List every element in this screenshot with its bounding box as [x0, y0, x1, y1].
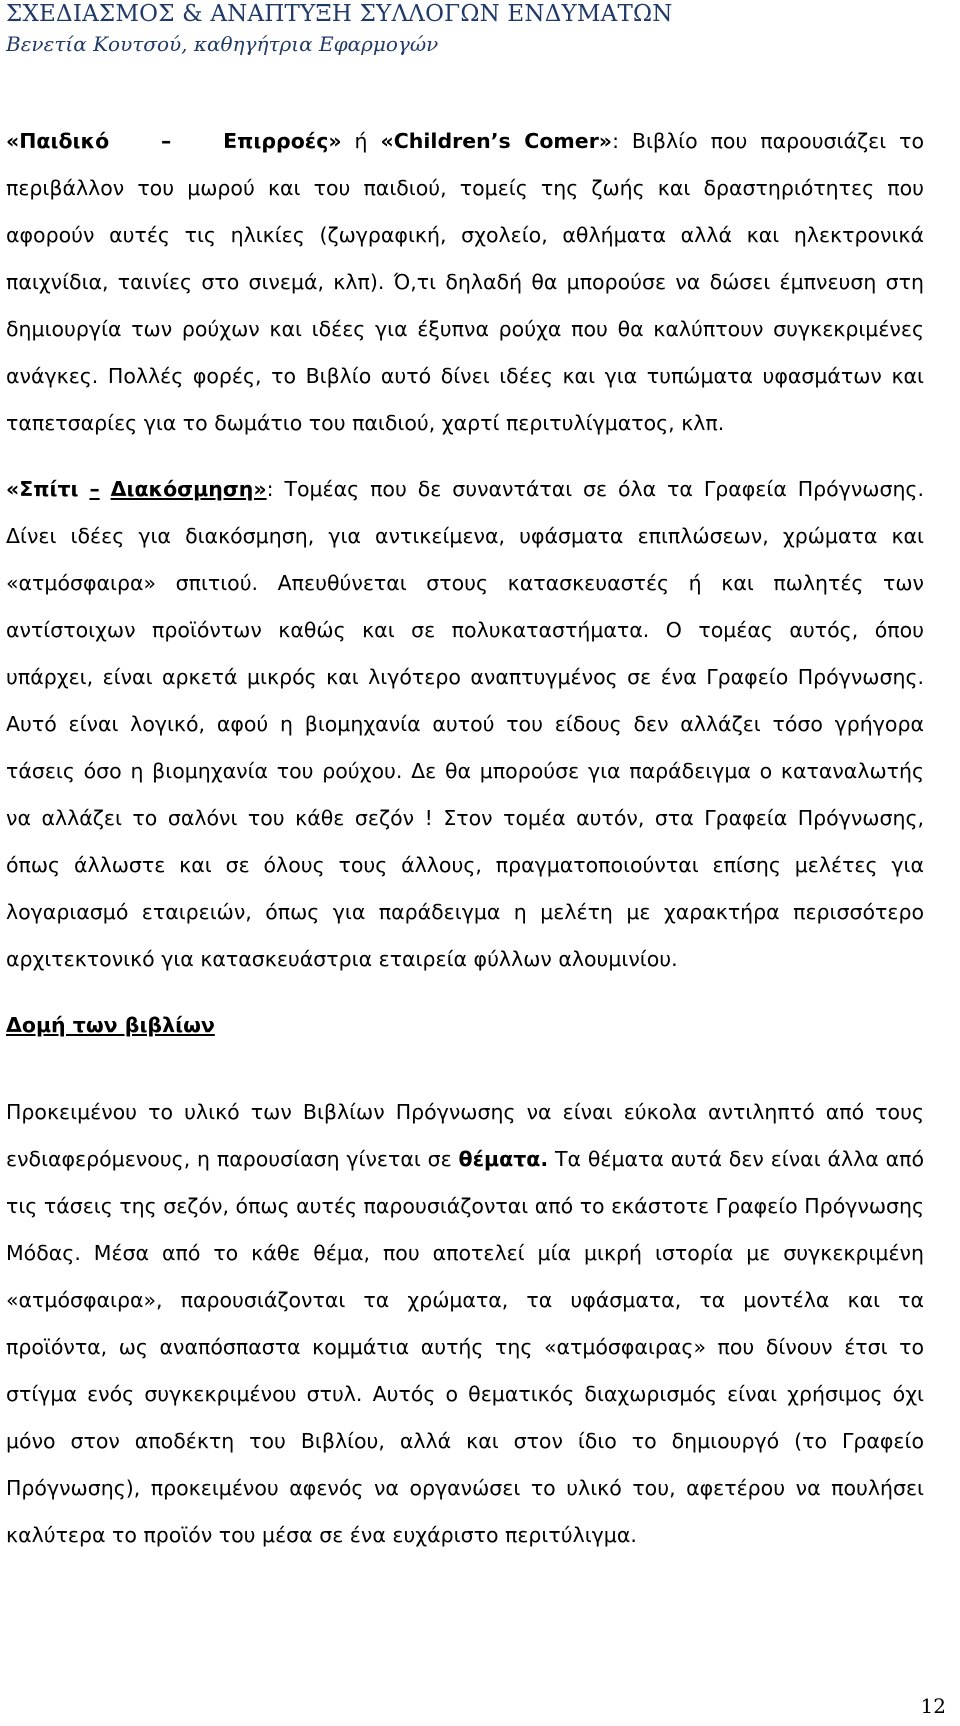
document-body: [6, 118, 924, 1559]
page-number: 12: [920, 1694, 946, 1718]
term-children-english: «Children’s Comer»: [380, 129, 613, 153]
paragraph-structure-text-after: Τα θέματα αυτά δεν είναι άλλα από τις τάσεις της σεζόν, όπως αυτές παρουσιάζονται από το εκάστοτε Γραφείο Πρόγνωσης Μόδας. Μέσα από το κάθε θέμα, που αποτελεί μία μικρή ιστορία με συγκεκριμένη «ατμόσφαιρα», παρουσιάζονται τα χρώματα, τα υφάσματα, τα μοντέλα και τα προϊόντα, ως αναπόσπαστα κομμάτια αυτής της «ατμόσφαιρας» που δίνουν έτσι το στίγμα ενός συγκεκριμένου στυλ. Αυτός ο θεματικός διαχωρισμός είναι χρήσιμος όχι μόνο στον αποδέκτη του Βιβλίου, αλλά και στον ίδιο το δημιουργό (το Γραφείο Πρόγνωσης), προκειμένου αφενός να οργανώσει το υλικό του, αφετέρου να πουλήσει καλύτερα το προϊόν του μέσα σε ένα ευχάριστο περιτύλιγμα.: [6, 1147, 924, 1547]
section-heading: Δομή των βιβλίων: [6, 1013, 215, 1037]
term-children-b: Επιρροές»: [223, 129, 342, 153]
term-home-dash: –: [89, 477, 100, 501]
author-line: Βενετία Κουτσού, καθηγήτρια Εφαρμογών: [6, 32, 439, 56]
term-home-b: Διακόσμηση»: [110, 477, 267, 501]
term-children-a: «Παιδικό: [6, 129, 110, 153]
paragraph-structure-text-before: Προκειμένου το υλικό των Βιβλίων Πρόγνωσης να είναι εύκολα αντιληπτό από τους ενδιαφερόμενους, η παρουσίαση γίνεται σε: [6, 1100, 924, 1171]
paragraph-children-text: : Βιβλίο που παρουσιάζει το περιβάλλον του μωρού και του παιδιού, τομείς της ζωής και δραστηριότητες που αφορούν αυτές τις ηλικίες (ζωγραφική, σχολείο, αθλήματα αλλά και ηλεκτρονικά παιχνίδια, ταινίες στο σινεμά, κλπ). Ό,τι δηλαδή θα μπορούσε να δώσει έμπνευση στη δημιουργία των ρούχων και ιδέες για έξυπνα ρούχα που θα καλύπτουν συγκεκριμένες ανάγκες. Πολλές φορές, το Βιβλίο αυτό δίνει ιδέες και για τυπώματα υφασμάτων και ταπετσαρίες για το δωμάτιο του παιδιού, χαρτί περιτυλίγματος, κλπ.: [6, 129, 925, 435]
term-home-a: «Σπίτι: [6, 477, 79, 501]
paragraph-home: [6, 466, 924, 983]
term-children-dash: –: [161, 129, 172, 153]
paragraph-children: [6, 118, 924, 447]
or-word: ή: [341, 129, 381, 153]
bold-word-themes: θέματα.: [458, 1147, 549, 1171]
paragraph-home-text: : Τομέας που δε συναντάται σε όλα τα Γραφεία Πρόγνωσης. Δίνει ιδέες για διακόσμηση, για αντικείμενα, υφάσματα επιπλώσεων, χρώματα και «ατμόσφαιρα» σπιτιού. Απευθύνεται στους κατασκευαστές ή και πωλητές των αντίστοιχων προϊόντων καθώς και σε πολυκαταστήματα. Ο τομέας αυτός, όπου υπάρχει, είναι αρκετά μικρός και λιγότερο αναπτυγμένος σε ένα Γραφείο Πρόγνωσης. Αυτό είναι λογικό, αφού η βιομηχανία αυτού του είδους δεν αλλάζει τόσο γρήγορα τάσεις όσο η βιομηχανία του ρούχου. Δε θα μπορούσε για παράδειγμα ο καταναλωτής να αλλάζει το σαλόνι του κάθε σεζόν ! Στον τομέα αυτόν, στα Γραφεία Πρόγνωσης, όπως άλλωστε και σε όλους τους άλλους, πραγματοποιούνται επίσης μελέτες για λογαριασμό εταιρειών, όπως για παράδειγμα η μελέτη με χαρακτήρα περισσότερο αρχιτεκτονικό για κατασκευάστρια εταιρεία φύλλων αλουμινίου.: [6, 477, 924, 971]
document-title: ΣΧΕΔΙΑΣΜΟΣ & ΑΝΑΠΤΥΞΗ ΣΥΛΛΟΓΩΝ ΕΝΔΥΜΑΤΩΝ: [6, 1, 673, 27]
page-header: [6, 0, 946, 58]
paragraph-structure: [6, 1089, 924, 1559]
